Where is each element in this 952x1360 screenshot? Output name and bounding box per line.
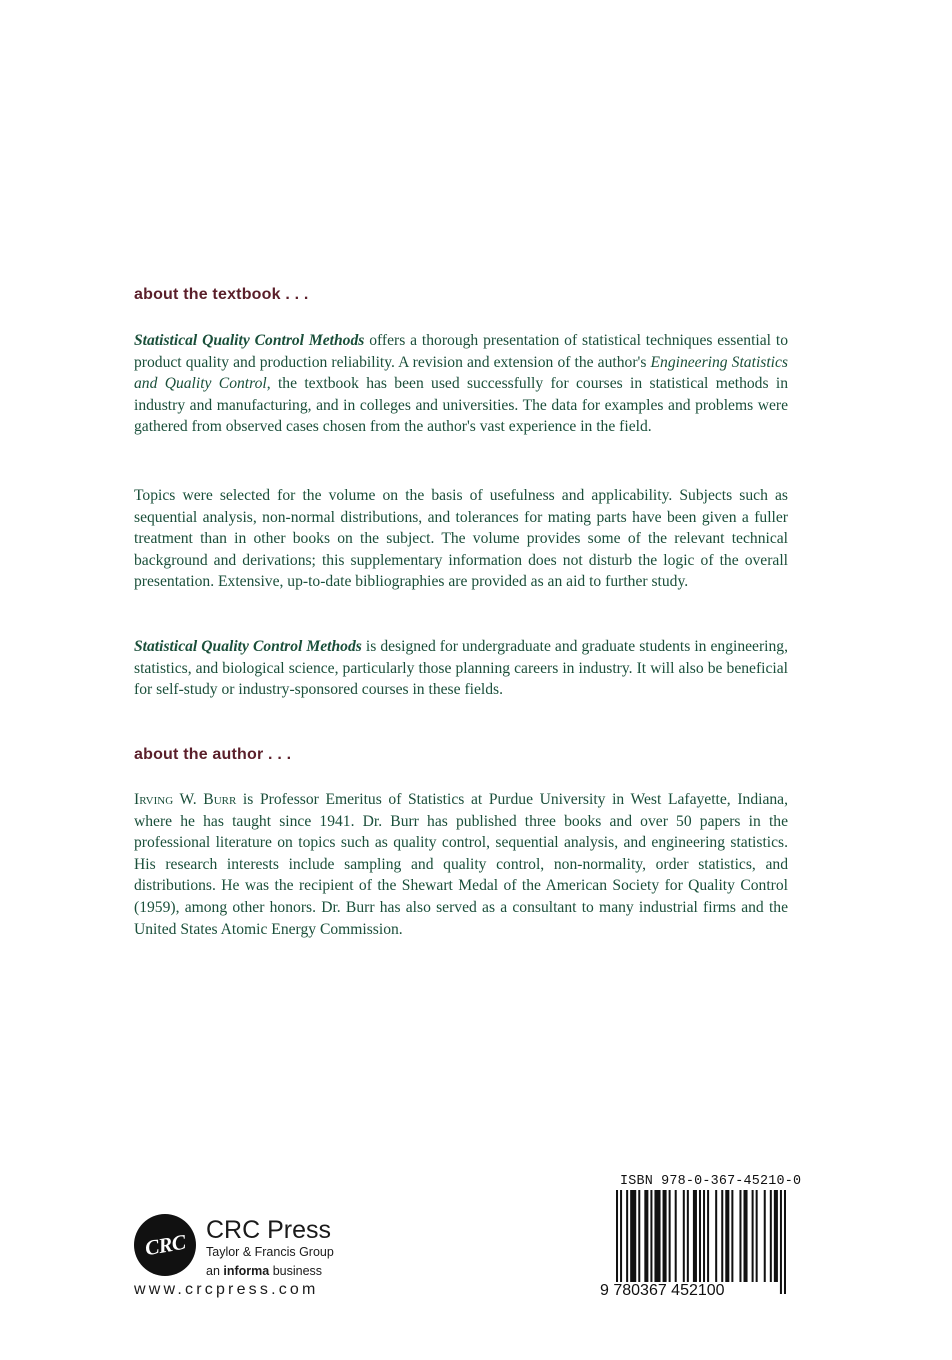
publisher-url: www.crcpress.com <box>134 1281 319 1298</box>
barcode-bar <box>774 1190 778 1282</box>
barcode-bar <box>616 1190 618 1294</box>
barcode-bar <box>654 1190 660 1282</box>
textbook-paragraph-1 <box>134 330 788 438</box>
barcode-bar <box>663 1190 667 1282</box>
barcode-bar <box>683 1190 685 1282</box>
author-bio <box>134 789 788 940</box>
informa-bold: informa <box>223 1264 270 1278</box>
barcode-bar <box>756 1190 758 1282</box>
barcode-bar <box>693 1190 697 1282</box>
publisher-group: Taylor & Francis Group <box>206 1245 334 1259</box>
barcode-bar <box>721 1190 723 1282</box>
informa-suffix: business <box>269 1264 323 1278</box>
barcode-bar <box>650 1190 652 1282</box>
barcode-bar <box>725 1190 729 1282</box>
barcode-bar <box>731 1190 733 1282</box>
informa-prefix: an <box>206 1264 224 1278</box>
barcode-number: 9 780367 452100 <box>600 1282 725 1299</box>
barcode-bar <box>739 1190 741 1282</box>
author-heading: about the author . . . <box>134 746 292 763</box>
barcode-bar <box>675 1190 677 1282</box>
book-title: Statistical Quality Control Methods <box>134 638 362 655</box>
barcode-bar <box>715 1190 717 1282</box>
textbook-paragraph-2: Topics were selected for the volume on the basis of usefulness and applicability. Subjects such as sequential analysis, non-normal distributions, and tolerances for mating parts have been given a fuller treatment than in other books on the subject. The volume provides some of the relevant technical background and derivations; this supplementary information does not disturb the logic of the overall presentation. Extensive, up-to-date bibliographies are provided as an aid to further study. <box>134 487 788 591</box>
barcode-bar <box>699 1190 701 1282</box>
crc-logo-icon <box>134 1214 196 1276</box>
bio-text: is Professor Emeritus of Statistics at Purdue University in West Lafayette, Indiana, where he has taught since 1941. Dr. Burr has published three books and over 50 papers in the professional literature on topics such as quality control, sequential analysis, and engineering statistics. His research interests include sampling and quality control, non-normality, order statistics, and distributions. He was the recipient of the Shewart Medal of the American Society for Quality Control (1959), among other honors. Dr. Burr has also served as a consultant to many industrial firms and the United States Atomic Energy Commission. <box>134 791 788 938</box>
barcode-bar <box>620 1190 622 1294</box>
paragraph-text: , the textbook has been used successfully for courses in statistical methods in industry and manufacturing, and in colleges and universities. The data for examples and problems were gathered from observed cases chosen from the author's vast experience in the field. <box>134 375 788 436</box>
publisher-name: CRC Press <box>206 1216 332 1244</box>
author-name: Irving W. Burr <box>134 791 237 808</box>
barcode-bar <box>626 1190 628 1282</box>
barcode-bar <box>630 1190 636 1282</box>
textbook-heading: about the textbook . . . <box>134 286 309 303</box>
barcode-bar <box>764 1190 766 1282</box>
prior-book-title: Engineering Statistics and Quality Control <box>134 353 788 393</box>
publisher-informa <box>206 1264 322 1278</box>
barcode-bar <box>752 1190 754 1282</box>
barcode-bar <box>744 1190 748 1282</box>
textbook-paragraph-3 <box>134 636 788 701</box>
paragraph-text: offers a thorough presentation of statistical techniques essential to product quality and production reliability. A revision and extension of the author's <box>134 332 788 371</box>
barcode-bar <box>784 1190 786 1294</box>
book-title: Statistical Quality Control Methods <box>134 332 365 349</box>
barcode-bar <box>703 1190 705 1294</box>
logo-text: CRC <box>142 1229 187 1260</box>
isbn-label: ISBN 978-0-367-45210-0 <box>620 1174 802 1189</box>
barcode-icon <box>616 1190 786 1294</box>
barcode-bar <box>669 1190 671 1282</box>
barcode-bar <box>770 1190 772 1282</box>
barcode-bar <box>780 1190 782 1294</box>
paragraph-text: is designed for undergraduate and graduate students in engineering, statistics, and biological science, particularly those planning careers in industry. It will also be beneficial for self-study or industry-sponsored courses in these fields. <box>134 638 788 699</box>
barcode-bar <box>644 1190 648 1282</box>
barcode-bar <box>687 1190 689 1282</box>
barcode-bar <box>638 1190 640 1282</box>
barcode-bar <box>707 1190 709 1282</box>
